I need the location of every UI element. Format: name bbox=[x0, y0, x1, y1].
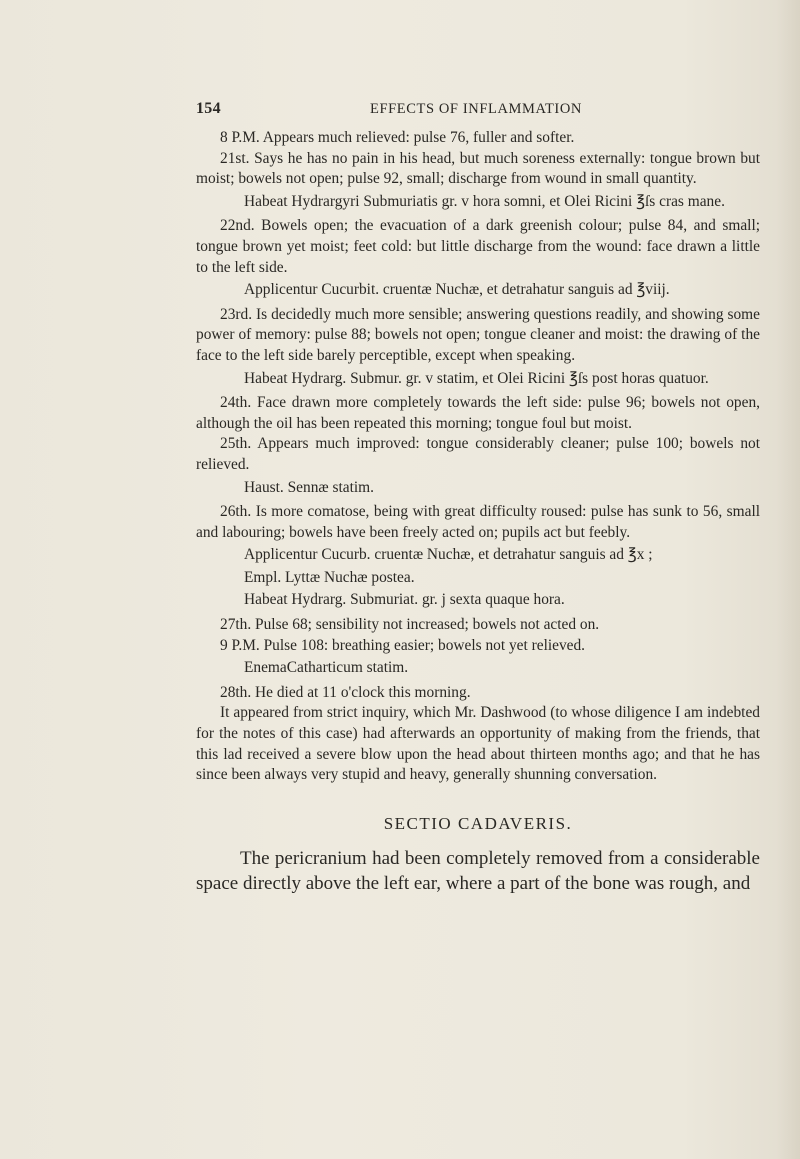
body-text bbox=[196, 128, 760, 896]
page-number: 154 bbox=[196, 100, 221, 117]
prescription: Applicentur Cucurb. cruentæ Nuchæ, et detrahatur sanguis ad ℥x ; bbox=[244, 546, 653, 564]
paragraph: The pericranium had been completely removed from a considerable space directly above the left ear, where a part of the bone was rough, and bbox=[196, 848, 760, 895]
prescription: Habeat Hydrargyri Submuriatis gr. v hora somni, et Olei Ricini ℥ſs cras mane. bbox=[244, 192, 725, 210]
prescription: Empl. Lyttæ Nuchæ postea. bbox=[244, 568, 415, 586]
running-header bbox=[196, 100, 760, 122]
paragraph: 21st. Says he has no pain in his head, but much soreness externally: tongue brown but moist; bowels not open; pulse 92, small; discharge from wound in small quantity. bbox=[196, 149, 760, 188]
paragraph: It appeared from strict inquiry, which Mr. Dashwood (to whose diligence I am indebted for the notes of this case) had afterwards an opportunity of making from the friends, that this lad received a severe blow upon the head about thirteen months ago; and that he has since been always very stupid and heavy, generally shunning conversation. bbox=[196, 704, 760, 784]
paragraph: 26th. Is more comatose, being with great difficulty roused: pulse has sunk to 56, small and labouring; bowels have been freely acted on; pupils act but feebly. bbox=[196, 503, 760, 541]
paragraph: 22nd. Bowels open; the evacuation of a dark greenish colour; pulse 84, and small; tongue brown yet moist; feet cold: but little discharge from the wound: face drawn a little to the left side. bbox=[196, 217, 760, 276]
running-title: EFFECTS OF INFLAMMATION bbox=[370, 101, 582, 117]
prescription: Habeat Hydrarg. Submuriat. gr. j sexta quaque hora. bbox=[244, 591, 565, 609]
prescription: Haust. Sennæ statim. bbox=[244, 478, 374, 496]
prescription: Applicentur Cucurbit. cruentæ Nuchæ, et detrahatur sanguis ad ℥viij. bbox=[244, 281, 670, 299]
prescription: Habeat Hydrarg. Submur. gr. v statim, et Olei Ricini ℥ſs post horas quatuor. bbox=[244, 369, 709, 387]
paragraph: 9 P.M. Pulse 108: breathing easier; bowels not yet relieved. bbox=[220, 636, 586, 654]
paragraph: 27th. Pulse 68; sensibility not increased; bowels not acted on. bbox=[220, 616, 600, 634]
paragraph: 25th. Appears much improved: tongue considerably cleaner; pulse 100; bowels not relieved. bbox=[196, 435, 760, 473]
section-heading: SECTIO CADAVERIS. bbox=[383, 813, 573, 833]
section-body bbox=[196, 846, 760, 896]
paragraph: 23rd. Is decidedly much more sensible; answering questions readily, and showing some power of memory: pulse 88; bowels not open; tongue cleaner and moist: the drawing of the face to the left side barely perceptible, except when speaking. bbox=[196, 305, 760, 364]
paragraph: 28th. He died at 11 o'clock this morning. bbox=[220, 683, 471, 701]
prescription: EnemaCatharticum statim. bbox=[244, 659, 409, 677]
paragraph: 24th. Face drawn more completely towards the left side: pulse 96; bowels not open, although the oil has been repeated this morning; tongue foul but moist. bbox=[196, 394, 760, 432]
paragraph: 8 P.M. Appears much relieved: pulse 76, fuller and softer. bbox=[220, 129, 575, 146]
